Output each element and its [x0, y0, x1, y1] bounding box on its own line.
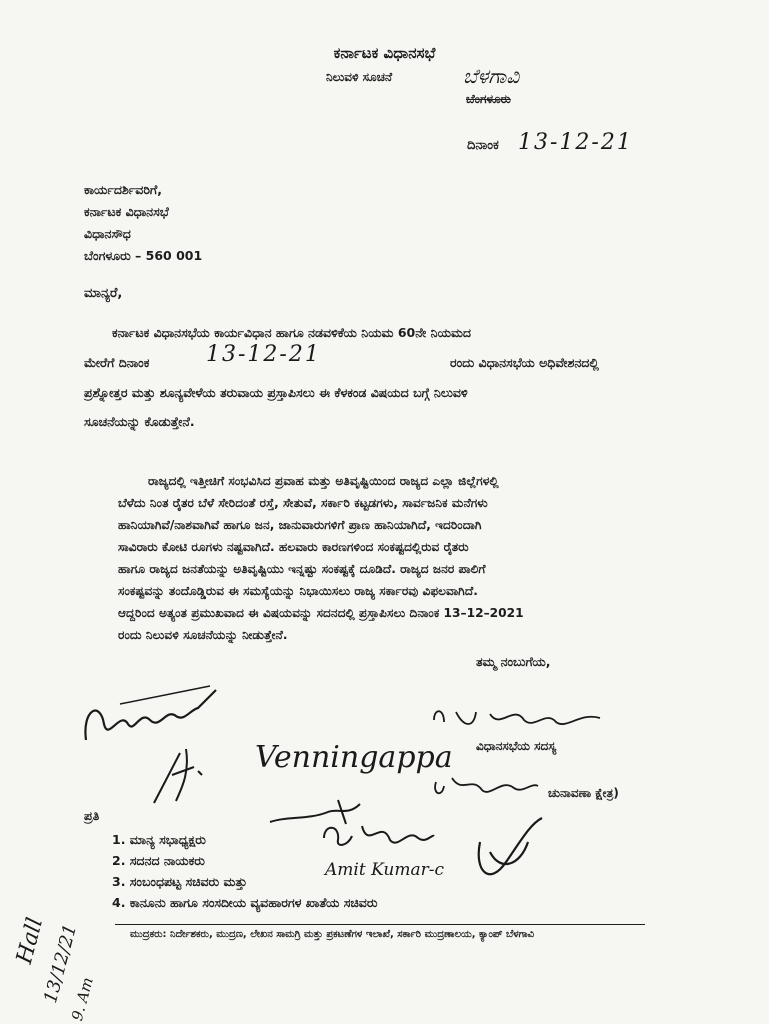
member-label: ವಿಧಾನಸಭೆಯ ಸದಸ್ಯ	[476, 739, 557, 753]
copy-to-item: 2. ಸದನದ ನಾಯಕರು	[112, 853, 205, 868]
constituency-label: ಚುನಾವಣಾ ಕ್ಷೇತ್ರ)	[548, 786, 619, 800]
signature-scribble-7	[470, 812, 550, 892]
signature-scribble-6	[318, 816, 438, 856]
paragraph2-line: ಬೆಳೆದು ನಿಂತ ರೈತರ ಬೆಳೆ ಸೇರಿದಂತೆ ರಸ್ತೆ, ಸೇತುವೆ, ಸರ್ಕಾರಿ ಕಟ್ಟಡಗಳು, ಸಾರ್ವಜನಿಕ ಮನೆಗಳು	[118, 496, 488, 510]
printer-footer: ಮುದ್ರಕರು: ನಿರ್ದೇಶಕರು, ಮುದ್ರಣ, ಲೇಖನ ಸಾಮಗ್ರಿ ಮತ್ತು ಪ್ರಕಟಣೆಗಳ ಇಲಾಖೆ, ಸರ್ಕಾರಿ ಮುದ್ರಣಾಲಯ, ಕ್ಯಾಂಪ್ ಬೆಳಗಾವಿ	[130, 929, 535, 940]
paragraph1-date-handwritten: 13-12-21	[206, 342, 321, 367]
paragraph1-line1: ಕರ್ನಾಟಕ ವಿಧಾನಸಭೆಯ ಕಾರ್ಯವಿಧಾನ ಹಾಗೂ ನಡವಳಿಕೆಯ ನಿಯಮ 60ನೇ ನಿಯಮದ	[112, 325, 471, 340]
paragraph1-line2-after: ರಂದು ವಿಧಾನಸಭೆಯ ಅಧಿವೇಶನದಲ್ಲಿ	[450, 355, 599, 370]
copy-to-item: 1. ಮಾನ್ಯ ಸಭಾಧ್ಯಕ್ಷರು	[112, 832, 206, 847]
paragraph1-line2-before: ಮೇರೆಗೆ ದಿನಾಂಕ	[84, 355, 150, 370]
paragraph2-line: ಹಾನಿಯಾಗಿವೆ/ನಾಶವಾಗಿವೆ ಹಾಗೂ ಜನ, ಜಾನುವಾರುಗಳಿಗೆ ಪ್ರಾಣ ಹಾನಿಯಾಗಿದೆ, ಇದರಿಂದಾಗಿ	[118, 518, 482, 532]
date-handwritten: 13-12-21	[518, 130, 633, 155]
paragraph2-line: ಹಾಗೂ ರಾಜ್ಯದ ಜನತೆಯನ್ನು ಅತಿವೃಷ್ಟಿಯು ಇನ್ನಷ್ಟು ಸಂಕಷ್ಟಕ್ಕೆ ದೂಡಿದೆ. ರಾಜ್ಯದ ಜನರ ಪಾಲಿಗೆ	[118, 562, 486, 576]
signature-scribble-2	[150, 745, 210, 805]
copy-to-label: ಪ್ರತಿ	[84, 808, 100, 823]
document-subtitle: ನಿಲುವಳಿ ಸೂಚನೆ	[326, 70, 393, 84]
margin-note-line3: 9. Am	[68, 975, 97, 1023]
signature-name-1: Venningappa	[255, 740, 453, 775]
date-label: ದಿನಾಂಕ	[467, 138, 499, 153]
margin-note-line2: 13/12/21	[40, 921, 82, 1006]
document-title: ಕರ್ನಾಟಕ ವಿಧಾನಸಭೆ	[333, 44, 436, 62]
address-line: ವಿಧಾನಸೌಧ	[84, 226, 131, 241]
margin-note-line1: Hall	[12, 915, 49, 967]
place-label: ಬೆಂಗಳೂರು	[466, 92, 511, 106]
address-line: ಕಾರ್ಯದರ್ಶಿವರಿಗೆ,	[84, 182, 162, 197]
paragraph2-line: ರಾಜ್ಯದಲ್ಲಿ ಇತ್ತೀಚಿಗೆ ಸಂಭವಿಸಿದ ಪ್ರವಾಹ ಮತ್ತು ಅತಿವೃಷ್ಟಿಯಿಂದ ರಾಜ್ಯದ ಎಲ್ಲಾ ಜಿಲ್ಲೆಗಳಲ್ಲಿ	[148, 474, 499, 488]
copy-to-item: 4. ಕಾನೂನು ಹಾಗೂ ಸಂಸದೀಯ ವ್ಯವಹಾರಗಳ ಖಾತೆಯ ಸಚಿವರು	[112, 895, 378, 910]
paragraph2-line: ಆದ್ದರಿಂದ ಅತ್ಯಂತ ಪ್ರಮುಖವಾದ ಈ ವಿಷಯವನ್ನು ಸದನದಲ್ಲಿ ಪ್ರಸ್ತಾಪಿಸಲು ದಿನಾಂಕ 13–12–2021	[118, 606, 524, 620]
address-line: ಕರ್ನಾಟಕ ವಿಧಾನಸಭೆ	[84, 204, 169, 219]
signature-scribble-3	[430, 704, 610, 738]
signature-scribble-4	[432, 772, 542, 802]
footer-divider	[115, 924, 645, 925]
signature-name-2: Amit Kumar-c	[325, 860, 444, 880]
copy-to-item: 3. ಸಂಬಂಧಪಟ್ಟ ಸಚಿವರು ಮತ್ತು	[112, 874, 248, 889]
paragraph2-line: ಸಾವಿರಾರು ಕೋಟಿ ರೂಗಳು ನಷ್ಟವಾಗಿದೆ. ಹಲವಾರು ಕಾರಣಗಳಿಂದ ಸಂಕಷ್ಟದಲ್ಲಿರುವ ರೈತರು	[118, 540, 469, 554]
place-handwritten: ಬೆಳಗಾವಿ	[463, 64, 520, 88]
paragraph2-line: ರಂದು ನಿಲುವಳಿ ಸೂಚನೆಯನ್ನು ನೀಡುತ್ತೇನೆ.	[118, 628, 288, 642]
paragraph1-line4: ಸೂಚನೆಯನ್ನು ಕೊಡುತ್ತೇನೆ.	[84, 414, 195, 429]
paragraph1-line3: ಪ್ರಶ್ನೋತ್ತರ ಮತ್ತು ಶೂನ್ಯವೇಳೆಯ ತರುವಾಯ ಪ್ರಸ್ತಾಪಿಸಲು ಈ ಕೆಳಕಂಡ ವಿಷಯದ ಬಗ್ಗೆ ನಿಲುವಳಿ	[84, 385, 468, 400]
paragraph2-line: ಸಂಕಷ್ಟವನ್ನು ತಂದೊಡ್ಡಿರುವ ಈ ಸಮಸ್ಯೆಯನ್ನು ನಿಭಾಯಿಸಲು ರಾಜ್ಯ ಸರ್ಕಾರವು ವಿಫಲವಾಗಿದೆ.	[118, 584, 478, 598]
salutation: ಮಾನ್ಯರೆ,	[84, 286, 123, 301]
address-line: ಬೆಂಗಳೂರು – 560 001	[84, 248, 203, 263]
closing-text: ತಮ್ಮ ನಂಬುಗೆಯ,	[476, 654, 551, 669]
